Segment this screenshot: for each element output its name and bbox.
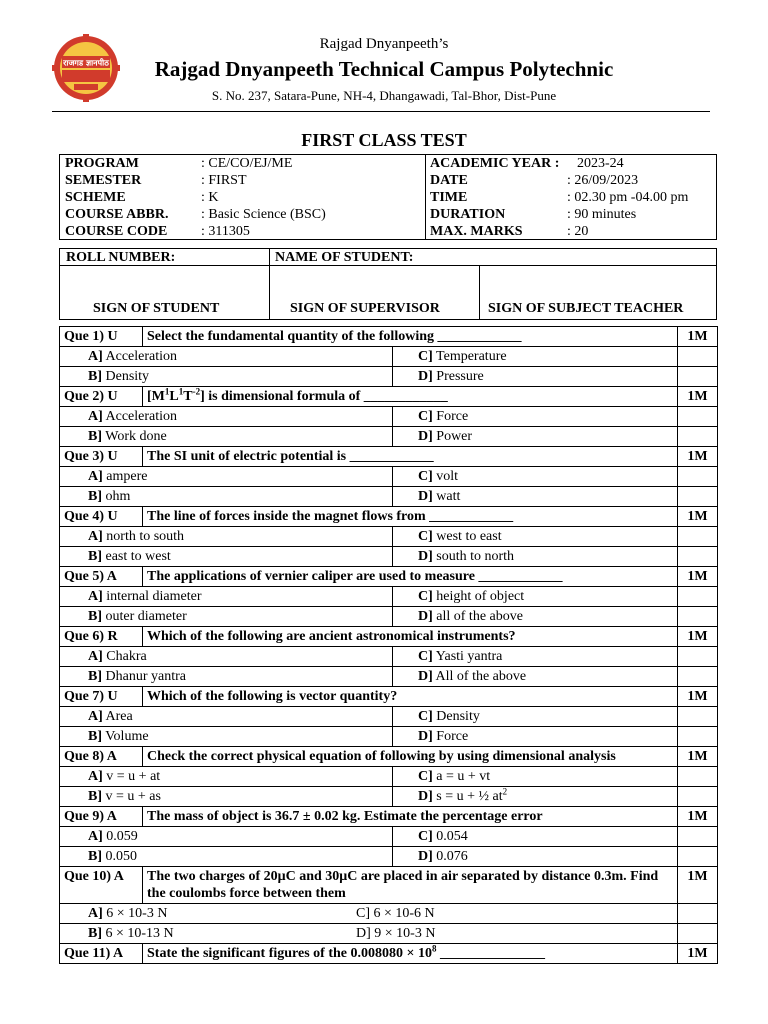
option-cell bbox=[393, 607, 678, 627]
marks-blank bbox=[678, 547, 718, 567]
question-superscript: 1 bbox=[178, 386, 184, 397]
option-cell bbox=[60, 847, 393, 867]
option-cell bbox=[60, 587, 393, 607]
options-row bbox=[60, 647, 718, 667]
option-text[interactable]: Yasti yantra bbox=[435, 649, 503, 664]
option-letter: D] bbox=[418, 849, 433, 864]
question-number: Que 7) U bbox=[60, 687, 143, 707]
option-letter: B] bbox=[88, 549, 102, 564]
question-marks: 1M bbox=[678, 507, 718, 527]
question-text: Select the fundamental quantity of the following ____________ bbox=[147, 329, 522, 344]
option-cell bbox=[60, 727, 393, 747]
academic-year-value: 2023-24 bbox=[577, 156, 624, 171]
options-row bbox=[60, 347, 718, 367]
option-text[interactable]: 6 × 10-6 N bbox=[373, 906, 435, 921]
option-letter: A] bbox=[88, 906, 103, 921]
question-row bbox=[60, 627, 718, 647]
question-row bbox=[60, 687, 718, 707]
institution-address: S. No. 237, Satara-Pune, NH-4, Dhangawadi, Tal-Bhor, Dist-Pune bbox=[211, 88, 557, 103]
option-letter: A] bbox=[88, 829, 103, 844]
option-text[interactable]: ampere bbox=[106, 469, 148, 484]
question-row bbox=[60, 944, 718, 964]
program-value: : CE/CO/EJ/ME bbox=[201, 156, 293, 171]
question-row bbox=[60, 867, 718, 904]
question-text: The SI unit of electric potential is ____________ bbox=[147, 449, 434, 464]
option-letter: D] bbox=[356, 926, 371, 941]
option-text[interactable]: All of the above bbox=[435, 669, 527, 684]
option-cell bbox=[393, 707, 678, 727]
option-cell bbox=[393, 827, 678, 847]
question-number: Que 1) U bbox=[60, 327, 143, 347]
option-text[interactable]: Acceleration bbox=[105, 409, 178, 424]
option-cell bbox=[60, 667, 393, 687]
option-text[interactable]: east to west bbox=[105, 549, 171, 564]
question-marks: 1M bbox=[678, 447, 718, 467]
options-row bbox=[60, 467, 718, 487]
option-letter: C] bbox=[418, 649, 433, 664]
option-text[interactable]: all of the above bbox=[436, 609, 523, 624]
marks-blank bbox=[678, 767, 718, 787]
marks-blank bbox=[678, 924, 718, 944]
option-cell bbox=[393, 587, 678, 607]
logo-text: राजगड ज्ञानपीठ bbox=[63, 58, 109, 68]
test-title: FIRST CLASS TEST bbox=[301, 130, 467, 150]
option-text[interactable]: Work done bbox=[105, 429, 167, 444]
header-divider bbox=[52, 111, 710, 112]
option-letter: C] bbox=[418, 769, 433, 784]
course-abbr-label: COURSE ABBR. bbox=[65, 207, 169, 222]
option-cell bbox=[60, 547, 393, 567]
info-divider bbox=[425, 155, 426, 239]
option-letter: B] bbox=[88, 429, 102, 444]
question-number: Que 4) U bbox=[60, 507, 143, 527]
question-row bbox=[60, 807, 718, 827]
option-cell bbox=[393, 727, 678, 747]
option-cell bbox=[393, 547, 678, 567]
question-number: Que 8) A bbox=[60, 747, 143, 767]
marks-blank bbox=[678, 427, 718, 447]
option-cell bbox=[393, 367, 678, 387]
option-cell bbox=[60, 904, 678, 924]
option-cell bbox=[393, 407, 678, 427]
question-prompt bbox=[143, 747, 678, 767]
option-letter: C] bbox=[418, 589, 433, 604]
marks-blank bbox=[678, 847, 718, 867]
option-text[interactable]: v = u + as bbox=[105, 789, 161, 804]
question-text: Which of the following are ancient astronomical instruments? bbox=[147, 629, 516, 644]
option-letter: B] bbox=[88, 729, 102, 744]
options-row bbox=[60, 487, 718, 507]
course-code-value: : 311305 bbox=[201, 224, 250, 239]
option-letter: D] bbox=[418, 489, 433, 504]
question-prompt bbox=[143, 507, 678, 527]
option-letter: D] bbox=[418, 729, 433, 744]
institution-subtitle: Rajgad Dnyanpeeth’s bbox=[319, 36, 449, 52]
question-prompt bbox=[143, 327, 678, 347]
academic-year-label: ACADEMIC YEAR : bbox=[430, 156, 560, 171]
option-text[interactable]: 0.076 bbox=[436, 849, 468, 864]
option-letter: C] bbox=[418, 829, 433, 844]
marks-blank bbox=[678, 787, 718, 807]
options-row bbox=[60, 787, 718, 807]
option-cell bbox=[60, 607, 393, 627]
question-text: The applications of vernier caliper are used to measure ____________ bbox=[147, 569, 563, 584]
option-text[interactable]: Volume bbox=[105, 729, 149, 744]
option-cell bbox=[393, 487, 678, 507]
question-superscript: 1 bbox=[164, 386, 170, 397]
time-label: TIME bbox=[430, 190, 468, 205]
option-letter: A] bbox=[88, 769, 103, 784]
question-prompt bbox=[143, 567, 678, 587]
option-letter: D] bbox=[418, 609, 433, 624]
question-row bbox=[60, 327, 718, 347]
option-letter: A] bbox=[88, 709, 103, 724]
questions-table bbox=[59, 326, 718, 964]
option-text[interactable]: Chakra bbox=[106, 649, 147, 664]
option-cell bbox=[393, 347, 678, 367]
options-row bbox=[60, 904, 718, 924]
options-row bbox=[60, 607, 718, 627]
student-details-box bbox=[59, 248, 717, 320]
option-cell bbox=[393, 647, 678, 667]
option-cell bbox=[60, 407, 393, 427]
option-text[interactable]: Force bbox=[436, 729, 469, 744]
sign-teacher-field[interactable]: SIGN OF SUBJECT TEACHER bbox=[488, 301, 684, 316]
option-letter: D] bbox=[418, 669, 433, 684]
option-text[interactable]: 6 × 10-3 N bbox=[106, 906, 168, 921]
option-cell bbox=[60, 487, 393, 507]
option-letter: A] bbox=[88, 469, 103, 484]
options-row bbox=[60, 407, 718, 427]
option-text[interactable]: 0.054 bbox=[436, 829, 468, 844]
option-letter: A] bbox=[88, 649, 103, 664]
marks-blank bbox=[678, 904, 718, 924]
options-row bbox=[60, 827, 718, 847]
question-number: Que 3) U bbox=[60, 447, 143, 467]
option-cell bbox=[60, 467, 393, 487]
option-text[interactable]: internal diameter bbox=[106, 589, 202, 604]
option-letter: C] bbox=[356, 906, 370, 921]
option-cell bbox=[393, 767, 678, 787]
question-text-part: [M bbox=[147, 389, 165, 404]
course-code-label: COURSE CODE bbox=[65, 224, 168, 239]
option-text[interactable]: volt bbox=[436, 469, 459, 484]
question-number: Que 6) R bbox=[60, 627, 143, 647]
question-text-part: ] is dimensional formula of ____________ bbox=[200, 389, 448, 404]
question-superscript: -2 bbox=[192, 386, 201, 397]
question-text-part: L bbox=[169, 389, 179, 404]
option-text[interactable]: 9 × 10-3 N bbox=[374, 926, 436, 941]
option-text[interactable]: Area bbox=[105, 709, 133, 724]
options-row bbox=[60, 587, 718, 607]
option-letter: B] bbox=[88, 669, 102, 684]
options-row bbox=[60, 367, 718, 387]
institution-name: Rajgad Dnyanpeeth Technical Campus Polytechnic bbox=[154, 57, 614, 81]
option-cell bbox=[393, 847, 678, 867]
option-text[interactable]: v = u + at bbox=[106, 769, 161, 784]
question-text: The line of forces inside the magnet flows from ____________ bbox=[147, 509, 514, 524]
question-text: Which of the following is vector quantity? bbox=[147, 689, 398, 704]
question-marks: 1M bbox=[678, 387, 718, 407]
marks-blank bbox=[678, 527, 718, 547]
options-row bbox=[60, 527, 718, 547]
option-text[interactable]: south to north bbox=[436, 549, 515, 564]
option-cell bbox=[393, 467, 678, 487]
option-cell bbox=[393, 667, 678, 687]
scheme-value: : K bbox=[201, 190, 219, 205]
option-letter: B] bbox=[88, 489, 102, 504]
option-letter: D] bbox=[418, 789, 433, 804]
option-text[interactable]: s = u + ½ at bbox=[436, 789, 503, 804]
option-letter: D] bbox=[418, 549, 433, 564]
option-cell bbox=[393, 787, 678, 807]
question-number: Que 2) U bbox=[60, 387, 143, 407]
sign-student-field[interactable]: SIGN OF STUDENT bbox=[93, 301, 220, 316]
duration-value: : 90 minutes bbox=[567, 207, 637, 222]
semester-label: SEMESTER bbox=[65, 173, 142, 188]
option-text[interactable]: 0.059 bbox=[106, 829, 138, 844]
date-value: : 26/09/2023 bbox=[567, 173, 639, 188]
marks-blank bbox=[678, 827, 718, 847]
options-row bbox=[60, 924, 718, 944]
roll-number-field[interactable]: ROLL NUMBER: bbox=[66, 250, 176, 265]
marks-blank bbox=[678, 467, 718, 487]
option-cell bbox=[60, 787, 393, 807]
option-text[interactable]: Dhanur yantra bbox=[105, 669, 186, 684]
question-row bbox=[60, 447, 718, 467]
option-text[interactable]: north to south bbox=[106, 529, 185, 544]
question-marks: 1M bbox=[678, 567, 718, 587]
option-cell bbox=[60, 527, 393, 547]
question-marks: 1M bbox=[678, 327, 718, 347]
option-cell bbox=[60, 924, 678, 944]
option-letter: D] bbox=[418, 369, 433, 384]
option-text[interactable]: height of object bbox=[436, 589, 525, 604]
marks-blank bbox=[678, 487, 718, 507]
question-row bbox=[60, 387, 718, 407]
question-row bbox=[60, 507, 718, 527]
options-row bbox=[60, 847, 718, 867]
roll-divider-2 bbox=[479, 265, 480, 319]
option-text[interactable]: Density bbox=[436, 709, 480, 724]
duration-label: DURATION bbox=[430, 207, 506, 222]
option-letter: A] bbox=[88, 349, 103, 364]
option-text[interactable]: Power bbox=[436, 429, 473, 444]
question-prompt bbox=[143, 944, 678, 964]
question-prompt bbox=[143, 867, 678, 904]
option-text[interactable]: ohm bbox=[105, 489, 131, 504]
option-letter: B] bbox=[88, 609, 102, 624]
option-text[interactable]: Temperature bbox=[436, 349, 507, 364]
program-label: PROGRAM bbox=[65, 156, 139, 171]
option-letter: C] bbox=[418, 349, 433, 364]
marks-blank bbox=[678, 347, 718, 367]
exam-info-box bbox=[59, 154, 717, 240]
option-letter: B] bbox=[88, 849, 102, 864]
question-superscript: 8 bbox=[431, 943, 437, 954]
options-row bbox=[60, 667, 718, 687]
option-cell bbox=[60, 767, 393, 787]
question-row bbox=[60, 567, 718, 587]
marks-blank bbox=[678, 607, 718, 627]
question-prompt bbox=[143, 447, 678, 467]
roll-divider-1 bbox=[269, 249, 270, 319]
scheme-label: SCHEME bbox=[65, 190, 126, 205]
marks-blank bbox=[678, 407, 718, 427]
semester-value: : FIRST bbox=[201, 173, 247, 188]
marks-blank bbox=[678, 647, 718, 667]
options-row bbox=[60, 547, 718, 567]
option-text[interactable]: a = u + vt bbox=[436, 769, 491, 784]
student-name-field[interactable]: NAME OF STUDENT: bbox=[275, 250, 414, 265]
question-number: Que 11) A bbox=[60, 944, 143, 964]
date-label: DATE bbox=[430, 173, 468, 188]
options-row bbox=[60, 427, 718, 447]
options-row bbox=[60, 727, 718, 747]
option-letter: B] bbox=[88, 926, 102, 941]
question-row bbox=[60, 747, 718, 767]
question-text-part: State the significant figures of the 0.008080 × 10 bbox=[147, 946, 432, 961]
option-letter: C] bbox=[418, 529, 433, 544]
question-text: Check the correct physical equation of following by using dimensional analysis bbox=[147, 749, 616, 764]
question-prompt bbox=[143, 807, 678, 827]
option-text[interactable]: Acceleration bbox=[105, 349, 178, 364]
marks-blank bbox=[678, 727, 718, 747]
options-row bbox=[60, 707, 718, 727]
option-letter: C] bbox=[418, 409, 433, 424]
option-letter: A] bbox=[88, 529, 103, 544]
option-letter: A] bbox=[88, 409, 103, 424]
sign-supervisor-field[interactable]: SIGN OF SUPERVISOR bbox=[290, 301, 440, 316]
option-text[interactable]: 6 × 10-13 N bbox=[105, 926, 174, 941]
option-cell bbox=[393, 527, 678, 547]
question-marks: 1M bbox=[678, 747, 718, 767]
option-text[interactable]: 0.050 bbox=[105, 849, 137, 864]
option-letter: D] bbox=[418, 429, 433, 444]
option-text[interactable]: outer diameter bbox=[105, 609, 187, 624]
option-text[interactable]: Density bbox=[105, 369, 150, 384]
question-marks: 1M bbox=[678, 944, 718, 964]
option-cell bbox=[393, 427, 678, 447]
marks-blank bbox=[678, 707, 718, 727]
question-text: The mass of object is 36.7 ± 0.02 kg. Estimate the percentage error bbox=[147, 809, 543, 824]
option-cell bbox=[60, 347, 393, 367]
option-cell bbox=[60, 367, 393, 387]
option-superscript: 2 bbox=[502, 786, 508, 797]
option-cell bbox=[60, 647, 393, 667]
question-text-part: T bbox=[183, 389, 193, 404]
question-text-part: _______________ bbox=[436, 946, 545, 961]
question-number: Que 10) A bbox=[60, 867, 143, 904]
question-number: Que 9) A bbox=[60, 807, 143, 827]
option-cell bbox=[60, 427, 393, 447]
question-number: Que 5) A bbox=[60, 567, 143, 587]
question-prompt bbox=[143, 627, 678, 647]
option-cell bbox=[60, 827, 393, 847]
marks-blank bbox=[678, 587, 718, 607]
max-marks-label: MAX. MARKS bbox=[430, 224, 523, 239]
option-letter: C] bbox=[418, 709, 433, 724]
options-row bbox=[60, 767, 718, 787]
question-marks: 1M bbox=[678, 687, 718, 707]
option-letter: B] bbox=[88, 789, 102, 804]
question-marks: 1M bbox=[678, 807, 718, 827]
question-text: The two charges of 20μC and 30μC are placed in air separated by distance 0.3m. Find the coulombs force between them bbox=[147, 869, 659, 901]
course-abbr-value: : Basic Science (BSC) bbox=[201, 207, 326, 222]
option-text[interactable]: watt bbox=[436, 489, 461, 504]
option-letter: A] bbox=[88, 589, 103, 604]
option-text[interactable]: west to east bbox=[436, 529, 502, 544]
option-cell bbox=[60, 707, 393, 727]
marks-blank bbox=[678, 667, 718, 687]
marks-blank bbox=[678, 367, 718, 387]
option-letter: B] bbox=[88, 369, 102, 384]
question-marks: 1M bbox=[678, 867, 718, 904]
question-prompt bbox=[143, 687, 678, 707]
option-text[interactable]: Pressure bbox=[436, 369, 484, 384]
max-marks-value: : 20 bbox=[567, 224, 589, 239]
option-text[interactable]: Force bbox=[436, 409, 469, 424]
question-marks: 1M bbox=[678, 627, 718, 647]
option-letter: C] bbox=[418, 469, 433, 484]
time-value: : 02.30 pm -04.00 pm bbox=[567, 190, 689, 205]
question-prompt bbox=[143, 387, 678, 407]
